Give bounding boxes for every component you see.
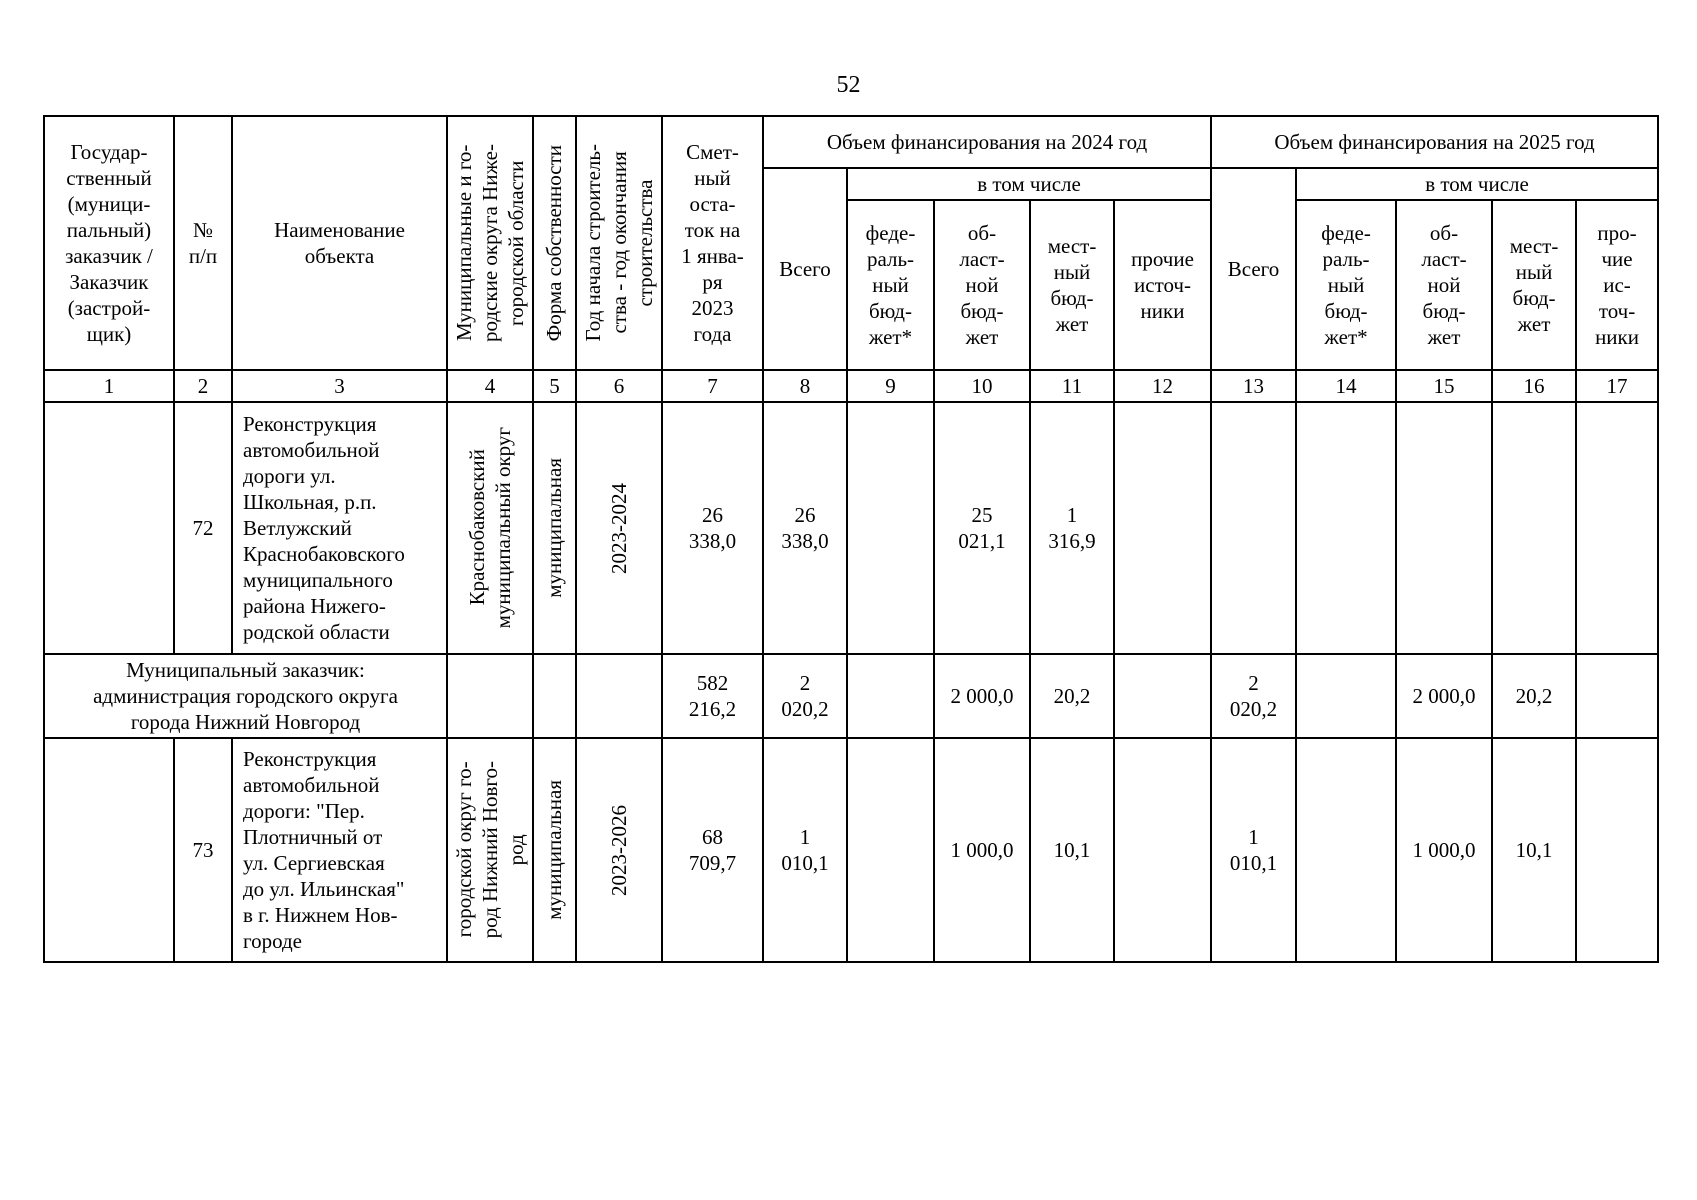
header-years	[576, 116, 662, 370]
page-number: 52	[836, 72, 861, 98]
other-2025-value	[1576, 402, 1658, 654]
column-number: 12	[1114, 370, 1211, 402]
local-2024-value: 20,2	[1030, 654, 1114, 738]
column-number: 14	[1296, 370, 1396, 402]
row-number: 72	[174, 402, 232, 654]
district-cell	[447, 738, 533, 962]
district-cell	[447, 654, 533, 738]
header-local-2025: мест- ный бюд- жет	[1492, 200, 1576, 370]
table-row	[44, 738, 1658, 962]
ownership-cell	[533, 738, 576, 962]
header-federal-2024: феде- раль- ный бюд- жет*	[847, 200, 934, 370]
district-text: Краснобаковский муниципальный округ	[464, 427, 515, 629]
object-name: Реконструкция автомобильной дороги ул. Школьная, р.п. Ветлужский Краснобаковского муниципального района Нижего- родской области	[232, 402, 447, 654]
customer-cell	[44, 738, 174, 962]
other-2024-value	[1114, 402, 1211, 654]
header-remaining: Смет- ный оста- ток на 1 янва- ря 2023 года	[662, 116, 763, 370]
total-2024-value: 1 010,1	[763, 738, 847, 962]
district-text: городской округ го- род Нижний Новго- род	[451, 761, 529, 939]
header-total-2025: Всего	[1211, 168, 1296, 370]
years-cell	[576, 402, 662, 654]
row-number: 73	[174, 738, 232, 962]
local-2025-value: 10,1	[1492, 738, 1576, 962]
customer-cell	[44, 402, 174, 654]
remaining-value: 26 338,0	[662, 402, 763, 654]
table-row	[44, 402, 1658, 654]
header-years-text: Год начала строитель- ства - год окончания строительства	[580, 144, 658, 342]
column-number: 7	[662, 370, 763, 402]
total-2025-value: 1 010,1	[1211, 738, 1296, 962]
federal-2025-value	[1296, 738, 1396, 962]
years-cell	[576, 738, 662, 962]
header-local-2024: мест- ный бюд- жет	[1030, 200, 1114, 370]
column-number: 11	[1030, 370, 1114, 402]
other-2025-value	[1576, 738, 1658, 962]
header-federal-2025: феде- раль- ный бюд- жет*	[1296, 200, 1396, 370]
federal-2025-value	[1296, 402, 1396, 654]
federal-2025-value	[1296, 654, 1396, 738]
header-financing-2025: Объем финансирования на 2025 год	[1211, 116, 1658, 168]
header-row-1	[44, 116, 1658, 168]
regional-2025-value: 1 000,0	[1396, 738, 1492, 962]
column-number: 8	[763, 370, 847, 402]
column-number: 15	[1396, 370, 1492, 402]
regional-2024-value: 1 000,0	[934, 738, 1030, 962]
header-customer: Государ- ственный (муници- пальный) заказчик / Заказчик (застрой- щик)	[44, 116, 174, 370]
district-cell	[447, 402, 533, 654]
header-including-2024: в том числе	[847, 168, 1211, 200]
header-other-2024: прочие источ- ники	[1114, 200, 1211, 370]
total-2025-value: 2 020,2	[1211, 654, 1296, 738]
municipal-customer: Муниципальный заказчик: администрация городского округа города Нижний Новгород	[44, 654, 447, 738]
other-2025-value	[1576, 654, 1658, 738]
federal-2024-value	[847, 654, 934, 738]
financing-table	[43, 115, 1659, 963]
local-2024-value: 10,1	[1030, 738, 1114, 962]
local-2025-value	[1492, 402, 1576, 654]
object-name: Реконструкция автомобильной дороги: "Пер. Плотничный от ул. Сергиевская до ул. Ильинская" в г. Нижнем Нов- городе	[232, 738, 447, 962]
column-number: 4	[447, 370, 533, 402]
header-regional-2024: об- ласт- ной бюд- жет	[934, 200, 1030, 370]
total-2024-value: 26 338,0	[763, 402, 847, 654]
regional-2024-value: 25 021,1	[934, 402, 1030, 654]
ownership-cell	[533, 654, 576, 738]
column-number: 5	[533, 370, 576, 402]
column-number: 17	[1576, 370, 1658, 402]
header-district-text: Муниципальные и го- родские округа Ниже- городской области	[451, 144, 529, 342]
ownership-cell	[533, 402, 576, 654]
local-2024-value: 1 316,9	[1030, 402, 1114, 654]
total-2025-value	[1211, 402, 1296, 654]
header-total-2024: Всего	[763, 168, 847, 370]
ownership-text: муниципальная	[542, 780, 567, 921]
regional-2025-value: 2 000,0	[1396, 654, 1492, 738]
column-number: 6	[576, 370, 662, 402]
federal-2024-value	[847, 738, 934, 962]
column-number: 1	[44, 370, 174, 402]
regional-2025-value	[1396, 402, 1492, 654]
local-2025-value: 20,2	[1492, 654, 1576, 738]
header-including-2025: в том числе	[1296, 168, 1658, 200]
header-district	[447, 116, 533, 370]
header-ownership-text: Форма собственности	[542, 144, 567, 342]
years-text: 2023-2024	[606, 482, 631, 574]
header-ownership	[533, 116, 576, 370]
remaining-value: 582 216,2	[662, 654, 763, 738]
years-cell	[576, 654, 662, 738]
federal-2024-value	[847, 402, 934, 654]
column-number: 10	[934, 370, 1030, 402]
header-object-name: Наименование объекта	[232, 116, 447, 370]
column-numbers-row	[44, 370, 1658, 402]
header-regional-2025: об- ласт- ной бюд- жет	[1396, 200, 1492, 370]
regional-2024-value: 2 000,0	[934, 654, 1030, 738]
header-other-2025: про- чие ис- точ- ники	[1576, 200, 1658, 370]
other-2024-value	[1114, 654, 1211, 738]
customer-row	[44, 654, 1658, 738]
years-text: 2023-2026	[606, 804, 631, 896]
header-number: № п/п	[174, 116, 232, 370]
column-number: 2	[174, 370, 232, 402]
ownership-text: муниципальная	[542, 458, 567, 598]
column-number: 16	[1492, 370, 1576, 402]
header-financing-2024: Объем финансирования на 2024 год	[763, 116, 1211, 168]
column-number: 3	[232, 370, 447, 402]
remaining-value: 68 709,7	[662, 738, 763, 962]
total-2024-value: 2 020,2	[763, 654, 847, 738]
column-number: 13	[1211, 370, 1296, 402]
other-2024-value	[1114, 738, 1211, 962]
column-number: 9	[847, 370, 934, 402]
